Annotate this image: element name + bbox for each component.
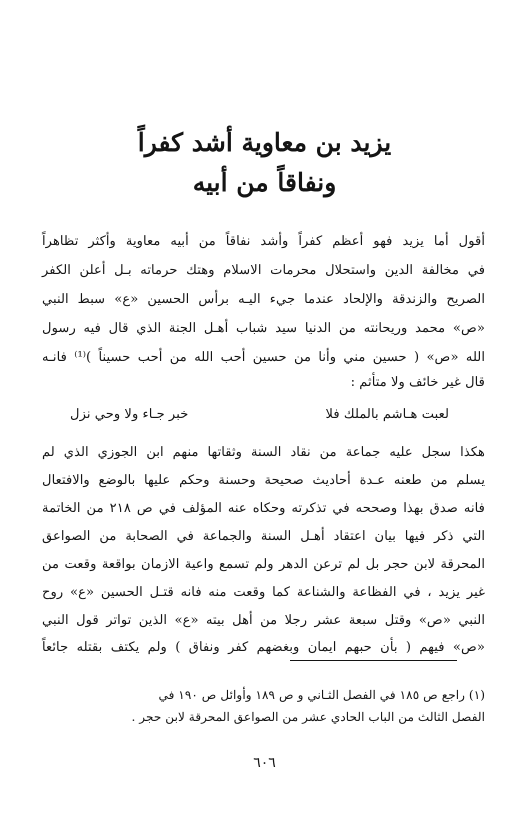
paragraph-2-line-3: فانه صدق بهذا وصححه في تذكرته وحكاه عنه المؤلف في ص ٢١٨ من الخاتمة: [42, 501, 485, 516]
paragraph-1-line-5: الله «ص» ( حسين مني وأنا من حسين أحب الله من أحب حسيناً )⁽¹⁾ فانـه: [42, 350, 485, 365]
poem-hemistich-2: خبر جـاء ولا وحي نزل: [70, 407, 189, 422]
page-number: ٦٠٦: [253, 755, 276, 771]
poem-hemistich-1: لعبت هـاشم بالملك فلا: [325, 407, 449, 422]
paragraph-2-line-2: يسلم من طعنه عـدة أحاديث صحيحة وحسنة وحكم عليها بالوضع والافتعال: [42, 473, 485, 488]
paragraph-2-line-4: التي ذكر فيها بيان اعتقاد أهـل السنة والجماعة في الصحابة من الصواعق: [42, 529, 485, 544]
paragraph-2-line-8: «ص» فيهم ( بأن حبهم ايمان وبغضهم كفر ونفاق ) ولم يكتف بقتله جائعاً: [42, 640, 485, 655]
chapter-title-line-1: يزيد بن معاوية أشد كفراً: [137, 128, 392, 157]
paragraph-1-line-4: «ص» محمد وريحانته من الدنيا سيد شباب أهـل الجنة الذي قال فيه رسول: [42, 321, 485, 336]
paragraph-2-line-7: النبي «ص» وقتل سبعة عشر رجلا من أهل بيته «ع» الذين تواتر قول النبي: [42, 613, 485, 628]
paragraph-1-line-1: أقول أما يزيد فهو أعظم كفراً وأشد نفاقاً من أبيه معاوية وأكثر تظاهراً: [42, 234, 485, 249]
paragraph-1-line-2: في مخالفة الدين واستحلال محرمات الاسلام وهتك حرماته بـل أعلن الكفر: [42, 263, 485, 278]
footnote-separator: [290, 660, 457, 661]
footnote-line-2: الفصل الثالث من الباب الحادي عشر من الصواعق المحرقة لابن حجر .: [131, 710, 485, 724]
paragraph-1-line-3: الصريح والزندقة والإلحاد عندما جيء اليـه برأس الحسين «ع» سبط النبي: [42, 292, 485, 307]
footnote-line-1: (١) راجع ص ١٨٥ في الفصل الثـاني و ص ١٨٩ وأوائل ص ١٩٠ في: [158, 688, 485, 702]
paragraph-1-line-6: قال غير خائف ولا متأثم :: [350, 375, 485, 390]
chapter-title-line-2: ونفاقاً من أبيه: [192, 168, 337, 197]
paragraph-2-line-1: هكذا سجل عليه جماعة من نقاد السنة وثقاتها منهم ابن الجوزي الذي لم: [42, 445, 485, 460]
paragraph-2-line-6: غير يزيد ، في الفظاعة والشناعة كما وقعت منه فانه قتـل الحسين «ع» روح: [42, 585, 485, 600]
paragraph-2-line-5: المحرقة لابن حجر بل لم ترعن الدهر ولم تسمع واعية الازمان بواقعة وقعت من: [42, 557, 485, 572]
